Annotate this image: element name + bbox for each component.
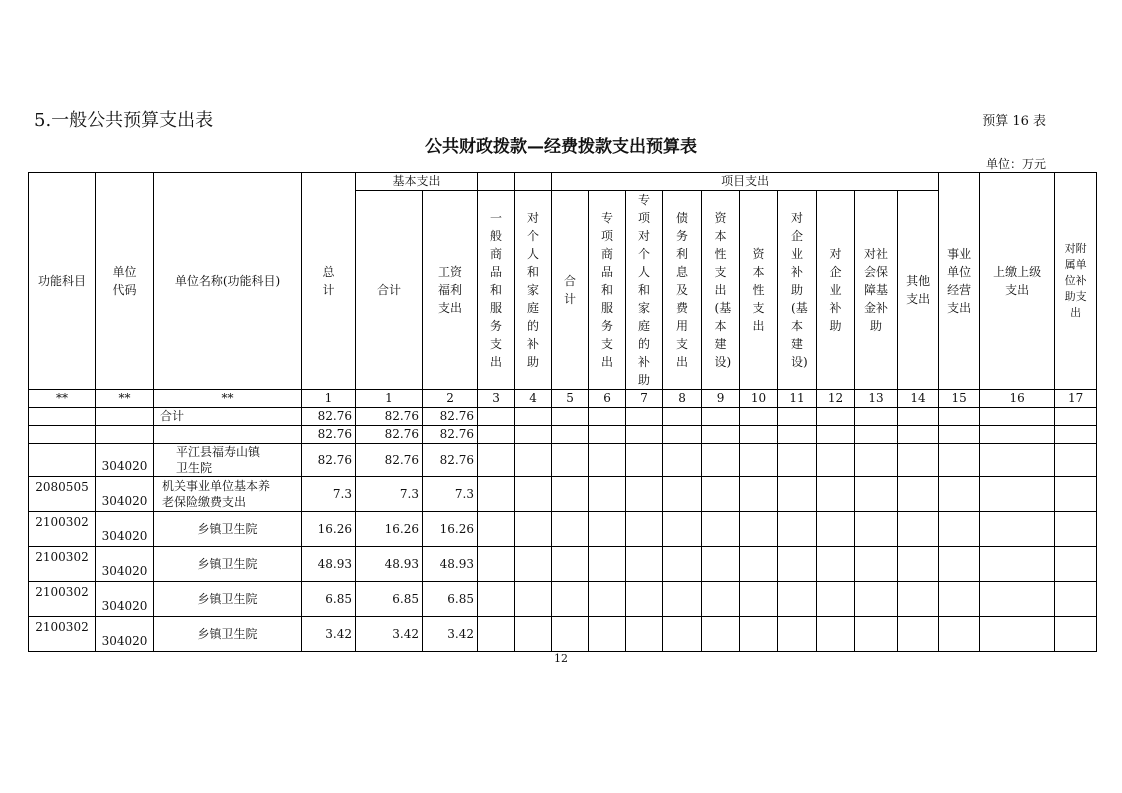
header-wages: 工资福利支出 (423, 191, 478, 390)
header-unit-code: 单位代码 (96, 173, 154, 390)
header-capital: 资本性支出 (740, 191, 778, 390)
header-capital-construction: 资本性支出(基本建设) (702, 191, 740, 390)
header-proj-sum: 合计 (552, 191, 589, 390)
header-proj-individuals: 专项对个人和家庭的补助 (626, 191, 663, 390)
total-cell: 6.85 (302, 582, 356, 617)
basic-cell: 82.76 (356, 426, 423, 444)
name-cell: 乡镇卫生院 (154, 547, 302, 582)
name-cell: 平江县福寿山镇卫生院 (154, 444, 302, 477)
basic-cell: 82.76 (356, 408, 423, 426)
index-cell: 8 (663, 390, 702, 408)
code-cell: 304020 (96, 512, 154, 547)
header-basic-sum: 合计 (356, 191, 423, 390)
table-row (29, 547, 1097, 582)
func-cell (29, 426, 96, 444)
index-cell: 14 (898, 390, 939, 408)
table-row (29, 444, 1097, 477)
index-cell: 10 (740, 390, 778, 408)
header-debt-interest: 债务利息及费用支出 (663, 191, 702, 390)
header-other: 其他支出 (898, 191, 939, 390)
header-operation: 事业单位经营支出 (939, 173, 980, 390)
index-cell: 13 (855, 390, 898, 408)
name-cell (154, 426, 302, 444)
func-cell: 2080505 (29, 477, 96, 512)
table-row (29, 408, 1097, 426)
table-number: 预算 16 表 (982, 114, 1046, 129)
index-cell: 1 (356, 390, 423, 408)
header-social-security: 对社会保障基金补助 (855, 191, 898, 390)
code-cell (96, 408, 154, 426)
basic-cell: 48.93 (356, 547, 423, 582)
code-cell: 304020 (96, 582, 154, 617)
name-cell: 合计 (154, 408, 302, 426)
func-cell (29, 408, 96, 426)
header-blank-cell (515, 173, 552, 191)
basic-cell: 7.3 (356, 477, 423, 512)
header-project-group: 项目支出 (552, 173, 939, 191)
total-cell: 82.76 (302, 426, 356, 444)
index-row (29, 390, 1097, 408)
func-cell: 2100302 (29, 582, 96, 617)
wages-cell: 3.42 (423, 617, 478, 652)
func-cell: 2100302 (29, 512, 96, 547)
wages-cell: 82.76 (423, 426, 478, 444)
wages-cell: 16.26 (423, 512, 478, 547)
index-cell: ** (96, 390, 154, 408)
header-proj-goods: 专项商品和服务支出 (589, 191, 626, 390)
header-total: 总计 (302, 173, 356, 390)
code-cell (96, 426, 154, 444)
table-row (29, 582, 1097, 617)
index-cell: 11 (778, 390, 817, 408)
table-row (29, 477, 1097, 512)
basic-cell: 3.42 (356, 617, 423, 652)
header-enterprise-construction: 对企业补助(基本建设) (778, 191, 817, 390)
func-cell: 2100302 (29, 547, 96, 582)
header-affiliated: 对附属单位补助支出 (1055, 173, 1097, 390)
header-individuals: 对个人和家庭的补助 (515, 191, 552, 390)
index-cell: ** (29, 390, 96, 408)
total-cell: 82.76 (302, 408, 356, 426)
index-cell: ** (154, 390, 302, 408)
basic-cell: 16.26 (356, 512, 423, 547)
index-cell: 7 (626, 390, 663, 408)
header-goods: 一般商品和服务支出 (478, 191, 515, 390)
index-cell: 1 (302, 390, 356, 408)
name-cell: 乡镇卫生院 (154, 617, 302, 652)
header-unit-name: 单位名称(功能科目) (154, 173, 302, 390)
index-cell: 17 (1055, 390, 1097, 408)
total-cell: 48.93 (302, 547, 356, 582)
total-cell: 7.3 (302, 477, 356, 512)
index-cell: 16 (980, 390, 1055, 408)
index-cell: 6 (589, 390, 626, 408)
func-cell: 2100302 (29, 617, 96, 652)
index-cell: 3 (478, 390, 515, 408)
index-cell: 2 (423, 390, 478, 408)
code-cell: 304020 (96, 617, 154, 652)
total-cell: 16.26 (302, 512, 356, 547)
table-row (29, 426, 1097, 444)
func-cell (29, 444, 96, 477)
unit-label: 单位：万元 (985, 157, 1046, 171)
index-cell: 15 (939, 390, 980, 408)
index-cell: 12 (817, 390, 855, 408)
name-cell: 机关事业单位基本养老保险缴费支出 (154, 477, 302, 512)
wages-cell: 82.76 (423, 444, 478, 477)
code-cell: 304020 (96, 477, 154, 512)
basic-cell: 82.76 (356, 444, 423, 477)
page-number: 12 (554, 652, 568, 665)
header-row-groups (29, 173, 1097, 191)
header-func-subject: 功能科目 (29, 173, 96, 390)
table-row (29, 512, 1097, 547)
index-cell: 5 (552, 390, 589, 408)
header-blank-cell (478, 173, 515, 191)
document-title: 公共财政拨款—经费拨款支出预算表 (425, 137, 697, 157)
header-basic-group: 基本支出 (356, 173, 478, 191)
total-cell: 82.76 (302, 444, 356, 477)
header-enterprise: 对企业补助 (817, 191, 855, 390)
index-cell: 9 (702, 390, 740, 408)
section-label: 5.一般公共预算支出表 (34, 110, 214, 131)
wages-cell: 7.3 (423, 477, 478, 512)
total-cell: 3.42 (302, 617, 356, 652)
basic-cell: 6.85 (356, 582, 423, 617)
table-row (29, 617, 1097, 652)
header-upper: 上缴上级支出 (980, 173, 1055, 390)
name-cell: 乡镇卫生院 (154, 582, 302, 617)
budget-table (28, 172, 1097, 652)
code-cell: 304020 (96, 547, 154, 582)
name-cell: 乡镇卫生院 (154, 512, 302, 547)
wages-cell: 48.93 (423, 547, 478, 582)
code-cell: 304020 (96, 444, 154, 477)
wages-cell: 6.85 (423, 582, 478, 617)
index-cell: 4 (515, 390, 552, 408)
wages-cell: 82.76 (423, 408, 478, 426)
